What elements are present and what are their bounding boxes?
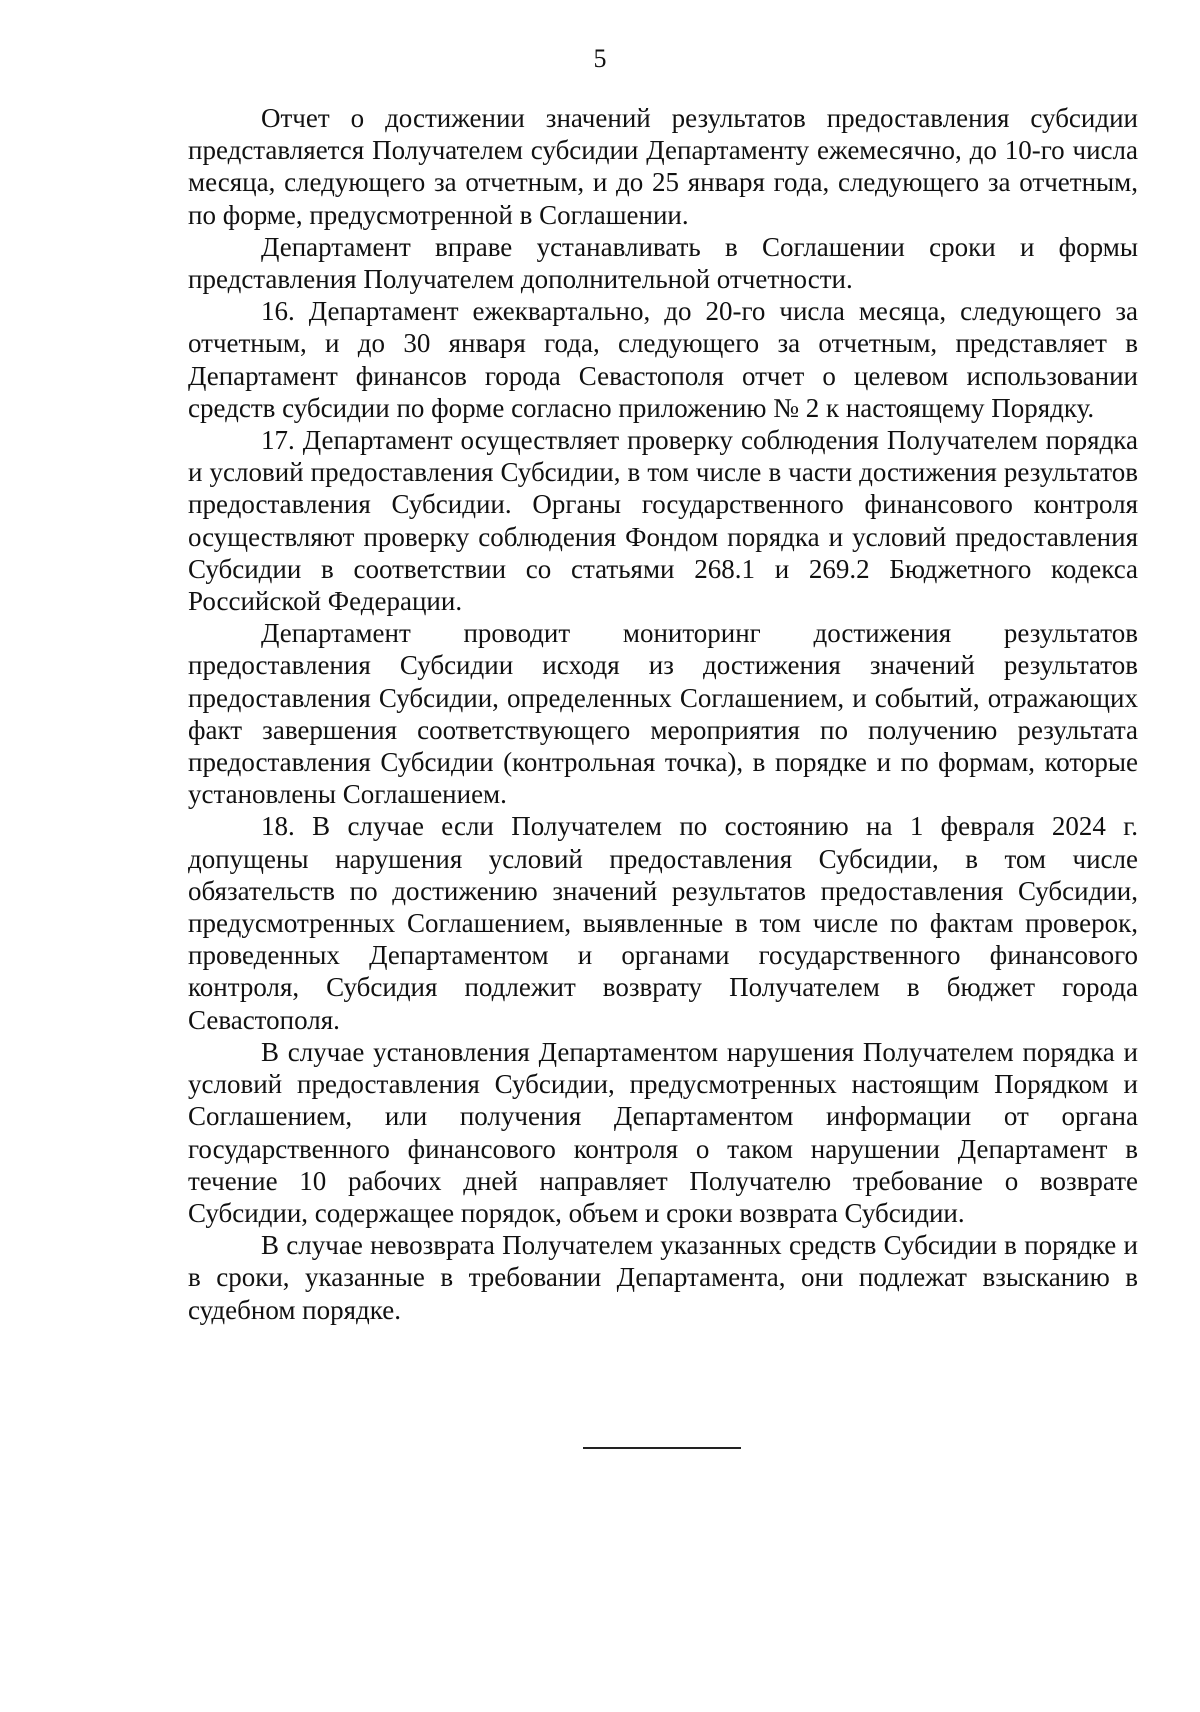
document-body bbox=[188, 102, 1138, 1326]
paragraph-18-violations: 18. В случае если Получателем по состоянию на 1 февраля 2024 г. допущены нарушения условий предоставления Субсидии, в том числе обязательств по достижению значений результатов предоставления Субсидии, предусмотренных Соглашением, выявленные в том числе по фактам проверок, проведенных Департаментом и органами государственного финансового контроля, Субсидия подлежит возврату Получателем в бюджет города Севастополя. bbox=[188, 811, 1138, 1035]
paragraph-report-submission: Отчет о достижении значений результатов предоставления субсидии представляется Получателем субсидии Департаменту ежемесячно, до 10-го числа месяца, следующего за отчетным, и до 25 января года, следующего за отчетным, по форме, предусмотренной в Соглашении. bbox=[188, 103, 1138, 230]
paragraph-16-quarterly-report: 16. Департамент ежеквартально, до 20-го числа месяца, следующего за отчетным, и до 30 января года, следующего за отчетным, представляет в Департамент финансов города Севастополя отчет о целевом использовании средств субсидии по форме согласно приложению № 2 к настоящему Порядку. bbox=[188, 296, 1138, 423]
paragraph-return-requirement: В случае установления Департаментом нарушения Получателем порядка и условий предоставления Субсидии, предусмотренных настоящим Порядком и Соглашением, или получения Департаментом информации от органа государственного финансового контроля о таком нарушении Департамент в течение 10 рабочих дней направляет Получателю требование о возврате Субсидии, содержащее порядок, объем и сроки возврата Субсидии. bbox=[188, 1036, 1138, 1228]
paragraph-additional-reporting: Департамент вправе устанавливать в Соглашении сроки и формы представления Получателем дополнительной отчетности. bbox=[188, 231, 1138, 295]
paragraph-court-recovery: В случае невозврата Получателем указанных средств Субсидии в порядке и в сроки, указанные в требовании Департамента, они подлежат взысканию в судебном порядке. bbox=[188, 1230, 1138, 1325]
paragraph-monitoring: Департамент проводит мониторинг достижения результатов предоставления Субсидии исходя из достижения значений результатов предоставления Субсидии, определенных Соглашением, и событий, отражающих факт завершения соответствующего мероприятия по получению результата предоставления Субсидии (контрольная точка), в порядке и по формам, которые установлены Соглашением. bbox=[188, 618, 1138, 810]
end-of-text-rule bbox=[583, 1447, 741, 1449]
paragraph-17-compliance-check: 17. Департамент осуществляет проверку соблюдения Получателем порядка и условий предоставления Субсидии, в том числе в части достижения результатов предоставления Субсидии. Органы государственного финансового контроля осуществляют проверку соблюдения Фондом порядка и условий предоставления Субсидии в соответствии со статьями 268.1 и 269.2 Бюджетного кодекса Российской Федерации. bbox=[188, 425, 1138, 617]
page-number: 5 bbox=[593, 44, 607, 73]
